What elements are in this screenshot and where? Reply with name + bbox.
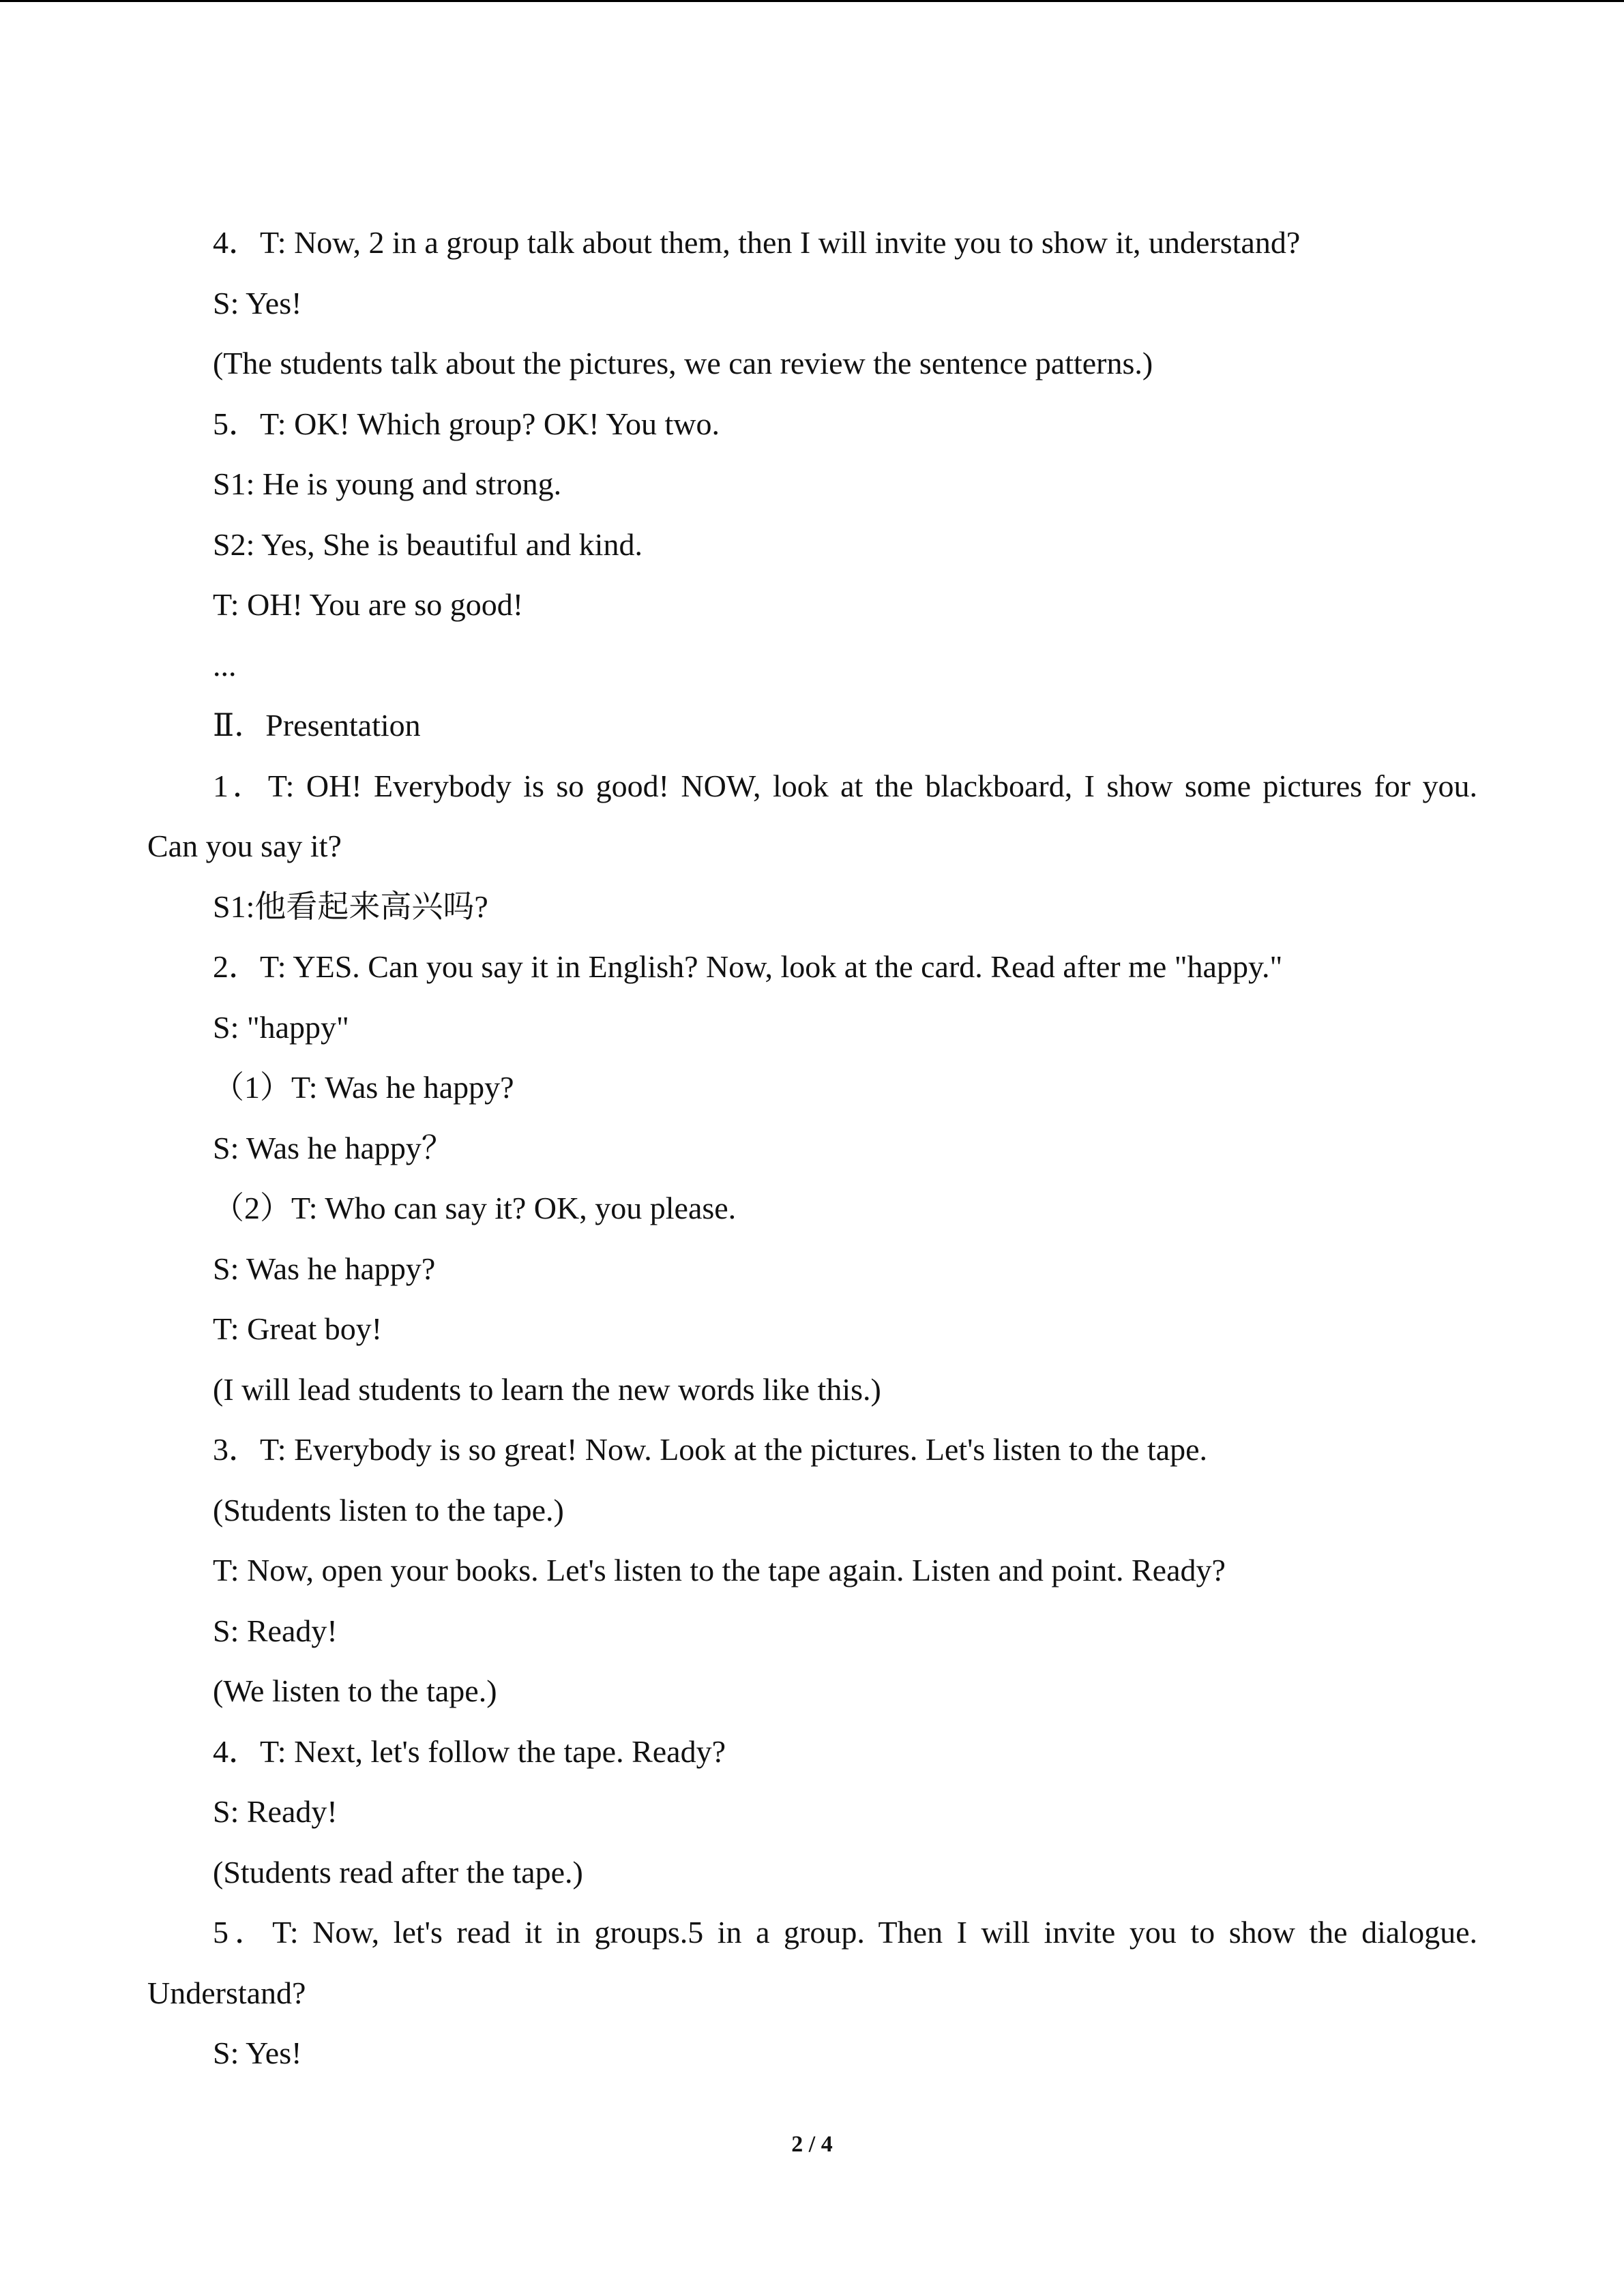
top-border-line (0, 0, 1624, 2)
text-line: S: Was he happy? (213, 1251, 436, 1286)
text-line: (The students talk about the pictures, we can review the sentence patterns.) (213, 346, 1153, 381)
text-line: （1）T: Was he happy? (213, 1070, 514, 1105)
text-line: T: Now, open your books. Let's listen to the tape again. Listen and point. Ready? (213, 1553, 1226, 1587)
text-line: S: Ready! (213, 1794, 338, 1829)
text-line: T: Great boy! (213, 1311, 383, 1346)
text-line: (Students read after the tape.) (213, 1854, 583, 1890)
text-line: (Students listen to the tape.) (213, 1492, 564, 1527)
text-line: S1:他看起来高兴吗? (213, 889, 488, 924)
text-line: 1．T: OH! Everybody is so good! NOW, look at the blackboard, I show some pictures for you. (213, 768, 1477, 803)
text-line: S: Ready! (213, 1613, 338, 1648)
text-line: （2）T: Who can say it? OK, you please. (213, 1191, 737, 1225)
text-line: Can you say it? (147, 829, 342, 863)
text-line: 5．T: OK! Which group? OK! You two. (213, 406, 720, 441)
text-line: ... (213, 647, 237, 683)
text-line: 4．T: Next, let's follow the tape. Ready? (213, 1733, 726, 1769)
text-line: 2．T: YES. Can you say it in English? Now, look at the card. Read after me "happy." (213, 949, 1283, 984)
text-line: (We listen to the tape.) (213, 1673, 497, 1708)
text-line: S: Was he happy？ (213, 1130, 453, 1165)
text-line: T: OH! You are so good! (213, 587, 524, 622)
text-line: Understand? (147, 1975, 306, 2010)
text-line: Ⅱ．Presentation (213, 708, 421, 743)
page-number: 2 / 4 (791, 2132, 833, 2157)
text-line: S: "happy" (213, 1009, 349, 1045)
text-line: S2: Yes, She is beautiful and kind. (213, 526, 643, 562)
text-line: 5．T: Now, let's read it in groups.5 in a group. Then I will invite you to show the dialogue. (213, 1915, 1477, 1950)
document-body (147, 213, 1477, 2084)
text-line: (I will lead students to learn the new words like this.) (213, 1371, 881, 1407)
text-line: S: Yes! (213, 285, 302, 320)
text-line: 3．T: Everybody is so great! Now. Look at the pictures. Let's listen to the tape. (213, 1432, 1208, 1467)
text-line: S: Yes! (213, 2036, 302, 2070)
text-line: 4．T: Now, 2 in a group talk about them, then I will invite you to show it, understand? (213, 225, 1301, 260)
text-line: S1: He is young and strong. (213, 466, 562, 501)
